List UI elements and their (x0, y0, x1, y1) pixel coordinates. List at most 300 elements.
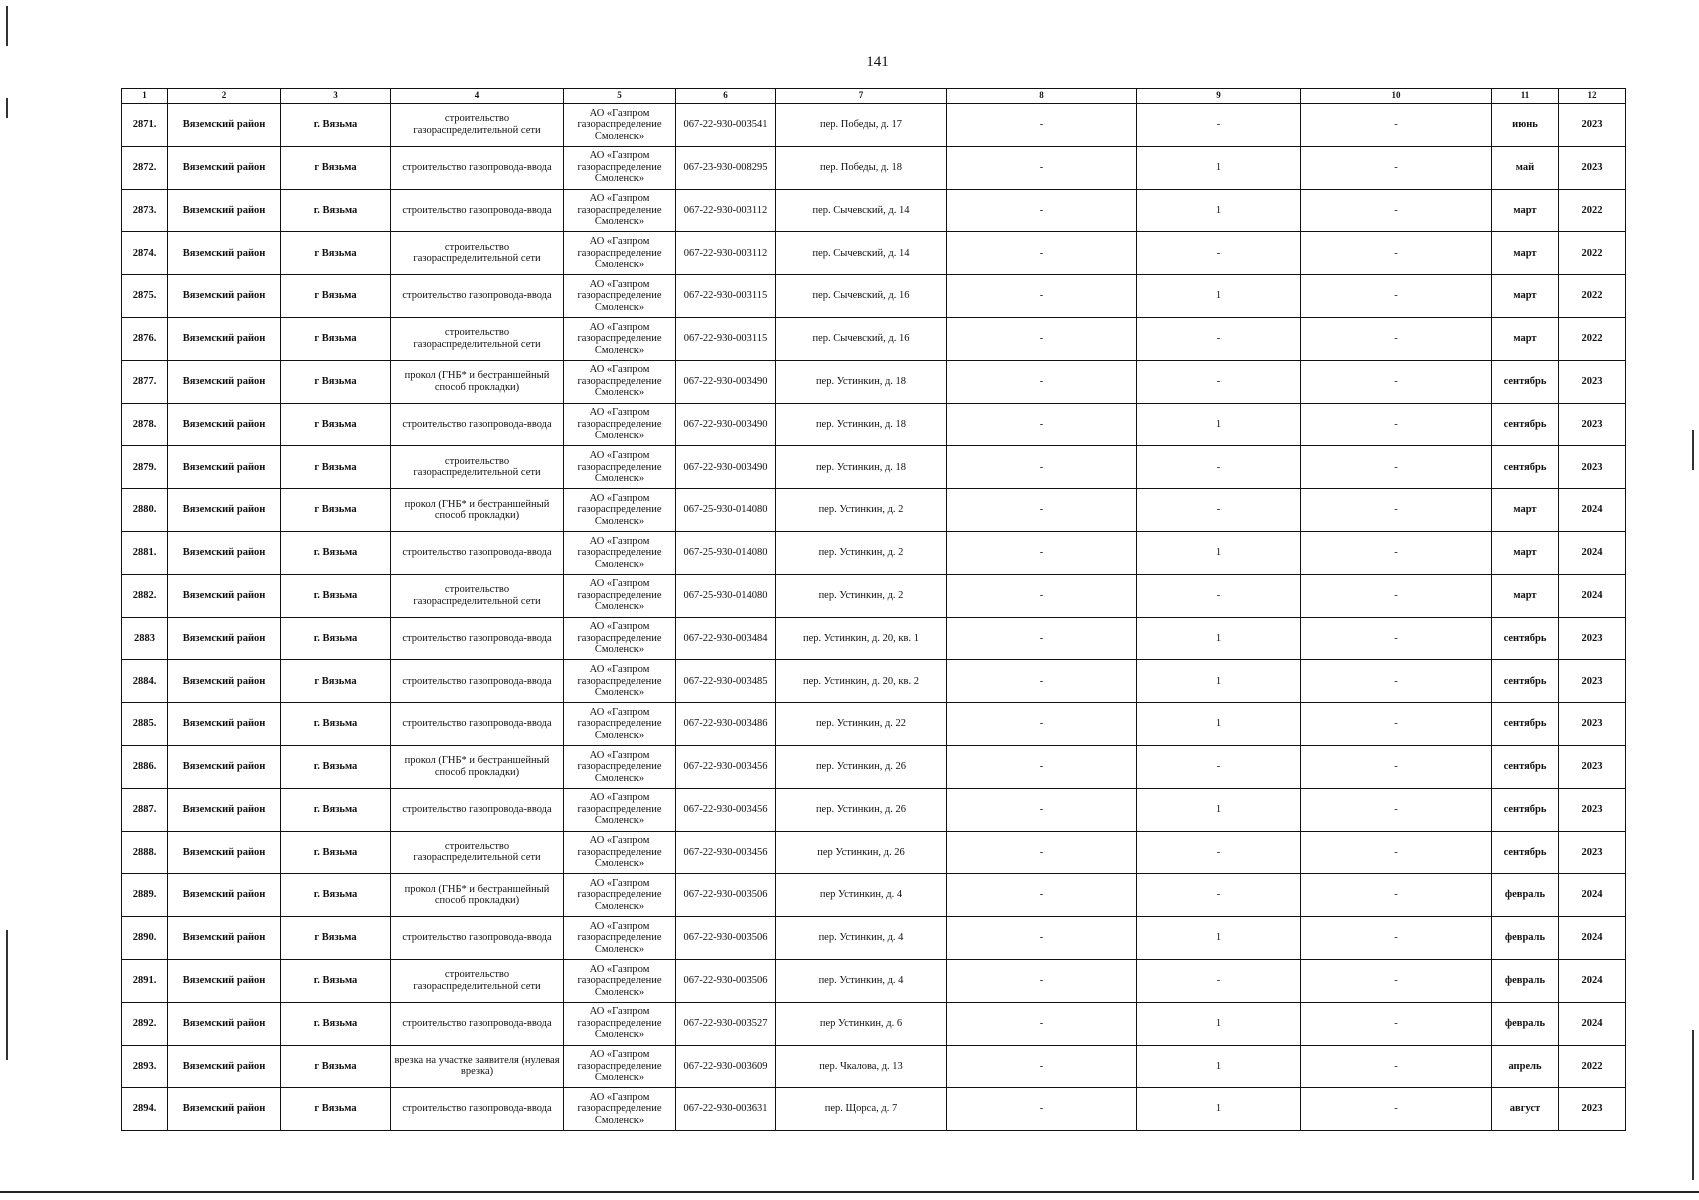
column-10-cell: - (1301, 531, 1492, 574)
application-code-cell: 067-22-930-003541 (676, 104, 776, 147)
work-type-cell: строительство газопровода-ввода (391, 275, 564, 318)
address-cell: пер. Победы, д. 18 (776, 146, 947, 189)
locality-cell: г Вязьма (281, 489, 391, 532)
column-10-cell: - (1301, 703, 1492, 746)
organization-cell: АО «Газпром газораспределение Смоленск» (564, 403, 676, 446)
year-cell: 2023 (1559, 403, 1626, 446)
column-8-cell: - (947, 660, 1137, 703)
work-type-cell: строительство газопровода-ввода (391, 660, 564, 703)
month-cell: февраль (1492, 959, 1559, 1002)
column-header: 2 (168, 89, 281, 104)
district-cell: Вяземский район (168, 617, 281, 660)
work-type-cell: строительство газораспределительной сети (391, 232, 564, 275)
locality-cell: г Вязьма (281, 1088, 391, 1131)
row-number: 2891. (122, 959, 168, 1002)
column-number-row (122, 89, 1626, 104)
address-cell: пер. Сычевский, д. 16 (776, 317, 947, 360)
work-type-cell: строительство газопровода-ввода (391, 403, 564, 446)
year-cell: 2023 (1559, 831, 1626, 874)
district-cell: Вяземский район (168, 531, 281, 574)
address-cell: пер. Устинкин, д. 2 (776, 574, 947, 617)
district-cell: Вяземский район (168, 574, 281, 617)
row-number: 2886. (122, 745, 168, 788)
year-cell: 2022 (1559, 232, 1626, 275)
column-8-cell: - (947, 275, 1137, 318)
month-cell: март (1492, 189, 1559, 232)
work-type-cell: строительство газопровода-ввода (391, 1002, 564, 1045)
district-cell: Вяземский район (168, 917, 281, 960)
row-number: 2878. (122, 403, 168, 446)
work-type-cell: прокол (ГНБ* и бестраншейный способ прокладки) (391, 489, 564, 532)
application-code-cell: 067-22-930-003484 (676, 617, 776, 660)
work-type-cell: строительство газораспределительной сети (391, 317, 564, 360)
column-8-cell: - (947, 959, 1137, 1002)
address-cell: пер. Устинкин, д. 4 (776, 917, 947, 960)
application-code-cell: 067-22-930-003456 (676, 788, 776, 831)
column-8-cell: - (947, 360, 1137, 403)
work-type-cell: строительство газопровода-ввода (391, 146, 564, 189)
table-row (122, 104, 1626, 147)
work-type-cell: врезка на участке заявителя (нулевая врезка) (391, 1045, 564, 1088)
address-cell: пер. Устинкин, д. 2 (776, 489, 947, 532)
month-cell: март (1492, 232, 1559, 275)
work-type-cell: строительство газопровода-ввода (391, 917, 564, 960)
row-number: 2871. (122, 104, 168, 147)
address-cell: пер. Устинкин, д. 20, кв. 1 (776, 617, 947, 660)
column-8-cell: - (947, 617, 1137, 660)
locality-cell: г Вязьма (281, 146, 391, 189)
month-cell: сентябрь (1492, 703, 1559, 746)
locality-cell: г Вязьма (281, 275, 391, 318)
year-cell: 2023 (1559, 745, 1626, 788)
column-9-cell: 1 (1137, 917, 1301, 960)
row-number: 2888. (122, 831, 168, 874)
year-cell: 2024 (1559, 574, 1626, 617)
scan-mark (1692, 1030, 1694, 1180)
district-cell: Вяземский район (168, 660, 281, 703)
table-row (122, 403, 1626, 446)
work-type-cell: строительство газораспределительной сети (391, 831, 564, 874)
district-cell: Вяземский район (168, 403, 281, 446)
column-8-cell: - (947, 874, 1137, 917)
table-row (122, 617, 1626, 660)
row-number: 2894. (122, 1088, 168, 1131)
column-10-cell: - (1301, 917, 1492, 960)
work-type-cell: строительство газопровода-ввода (391, 788, 564, 831)
month-cell: сентябрь (1492, 617, 1559, 660)
address-cell: пер. Устинкин, д. 18 (776, 403, 947, 446)
address-cell: пер. Чкалова, д. 13 (776, 1045, 947, 1088)
application-code-cell: 067-22-930-003456 (676, 831, 776, 874)
column-9-cell: - (1137, 959, 1301, 1002)
application-code-cell: 067-22-930-003456 (676, 745, 776, 788)
organization-cell: АО «Газпром газораспределение Смоленск» (564, 617, 676, 660)
table-row (122, 703, 1626, 746)
organization-cell: АО «Газпром газораспределение Смоленск» (564, 831, 676, 874)
row-number: 2877. (122, 360, 168, 403)
column-9-cell: 1 (1137, 275, 1301, 318)
address-cell: пер. Сычевский, д. 14 (776, 232, 947, 275)
locality-cell: г. Вязьма (281, 703, 391, 746)
address-cell: пер. Устинкин, д. 2 (776, 531, 947, 574)
column-10-cell: - (1301, 275, 1492, 318)
month-cell: сентябрь (1492, 745, 1559, 788)
table-row (122, 275, 1626, 318)
year-cell: 2023 (1559, 617, 1626, 660)
column-10-cell: - (1301, 617, 1492, 660)
district-cell: Вяземский район (168, 703, 281, 746)
address-cell: пер. Сычевский, д. 14 (776, 189, 947, 232)
locality-cell: г. Вязьма (281, 788, 391, 831)
application-code-cell: 067-22-930-003631 (676, 1088, 776, 1131)
application-code-cell: 067-22-930-003506 (676, 874, 776, 917)
year-cell: 2023 (1559, 146, 1626, 189)
column-8-cell: - (947, 489, 1137, 532)
work-type-cell: строительство газораспределительной сети (391, 959, 564, 1002)
work-type-cell: строительство газораспределительной сети (391, 104, 564, 147)
year-cell: 2022 (1559, 189, 1626, 232)
work-type-cell: строительство газопровода-ввода (391, 189, 564, 232)
organization-cell: АО «Газпром газораспределение Смоленск» (564, 1002, 676, 1045)
month-cell: сентябрь (1492, 660, 1559, 703)
locality-cell: г Вязьма (281, 317, 391, 360)
column-10-cell: - (1301, 104, 1492, 147)
row-number: 2879. (122, 446, 168, 489)
month-cell: февраль (1492, 917, 1559, 960)
table-row (122, 874, 1626, 917)
column-header: 6 (676, 89, 776, 104)
column-9-cell: 1 (1137, 617, 1301, 660)
column-9-cell: 1 (1137, 146, 1301, 189)
row-number: 2880. (122, 489, 168, 532)
work-type-cell: строительство газопровода-ввода (391, 617, 564, 660)
month-cell: сентябрь (1492, 360, 1559, 403)
column-8-cell: - (947, 317, 1137, 360)
organization-cell: АО «Газпром газораспределение Смоленск» (564, 232, 676, 275)
month-cell: февраль (1492, 1002, 1559, 1045)
column-9-cell: - (1137, 446, 1301, 489)
column-10-cell: - (1301, 1045, 1492, 1088)
column-9-cell: 1 (1137, 189, 1301, 232)
table-row (122, 317, 1626, 360)
column-10-cell: - (1301, 574, 1492, 617)
month-cell: сентябрь (1492, 831, 1559, 874)
column-header: 10 (1301, 89, 1492, 104)
column-10-cell: - (1301, 446, 1492, 489)
row-number: 2875. (122, 275, 168, 318)
organization-cell: АО «Газпром газораспределение Смоленск» (564, 531, 676, 574)
district-cell: Вяземский район (168, 360, 281, 403)
application-code-cell: 067-25-930-014080 (676, 531, 776, 574)
organization-cell: АО «Газпром газораспределение Смоленск» (564, 317, 676, 360)
district-cell: Вяземский район (168, 788, 281, 831)
address-cell: пер. Устинкин, д. 26 (776, 745, 947, 788)
column-9-cell: 1 (1137, 1045, 1301, 1088)
address-cell: пер. Победы, д. 17 (776, 104, 947, 147)
organization-cell: АО «Газпром газораспределение Смоленск» (564, 788, 676, 831)
district-cell: Вяземский район (168, 1088, 281, 1131)
column-8-cell: - (947, 531, 1137, 574)
column-10-cell: - (1301, 745, 1492, 788)
table-row (122, 831, 1626, 874)
month-cell: февраль (1492, 874, 1559, 917)
organization-cell: АО «Газпром газораспределение Смоленск» (564, 360, 676, 403)
organization-cell: АО «Газпром газораспределение Смоленск» (564, 1088, 676, 1131)
year-cell: 2024 (1559, 874, 1626, 917)
column-8-cell: - (947, 703, 1137, 746)
scan-mark (6, 98, 8, 118)
address-cell: пер. Щорса, д. 7 (776, 1088, 947, 1131)
year-cell: 2023 (1559, 104, 1626, 147)
row-number: 2874. (122, 232, 168, 275)
column-8-cell: - (947, 446, 1137, 489)
locality-cell: г Вязьма (281, 917, 391, 960)
column-header: 1 (122, 89, 168, 104)
column-8-cell: - (947, 745, 1137, 788)
address-cell: пер. Сычевский, д. 16 (776, 275, 947, 318)
address-cell: пер. Устинкин, д. 4 (776, 959, 947, 1002)
organization-cell: АО «Газпром газораспределение Смоленск» (564, 917, 676, 960)
row-number: 2885. (122, 703, 168, 746)
column-10-cell: - (1301, 874, 1492, 917)
year-cell: 2024 (1559, 531, 1626, 574)
column-10-cell: - (1301, 489, 1492, 532)
organization-cell: АО «Газпром газораспределение Смоленск» (564, 489, 676, 532)
application-code-cell: 067-22-930-003485 (676, 660, 776, 703)
table-row (122, 146, 1626, 189)
column-8-cell: - (947, 831, 1137, 874)
column-8-cell: - (947, 146, 1137, 189)
year-cell: 2024 (1559, 917, 1626, 960)
column-header: 11 (1492, 89, 1559, 104)
application-code-cell: 067-22-930-003490 (676, 446, 776, 489)
column-8-cell: - (947, 1045, 1137, 1088)
application-code-cell: 067-22-930-003506 (676, 917, 776, 960)
work-type-cell: прокол (ГНБ* и бестраншейный способ прокладки) (391, 360, 564, 403)
district-cell: Вяземский район (168, 104, 281, 147)
month-cell: сентябрь (1492, 788, 1559, 831)
column-9-cell: - (1137, 745, 1301, 788)
table-row (122, 745, 1626, 788)
column-header: 8 (947, 89, 1137, 104)
year-cell: 2023 (1559, 1088, 1626, 1131)
organization-cell: АО «Газпром газораспределение Смоленск» (564, 104, 676, 147)
work-type-cell: строительство газораспределительной сети (391, 574, 564, 617)
column-8-cell: - (947, 104, 1137, 147)
column-header: 7 (776, 89, 947, 104)
column-8-cell: - (947, 574, 1137, 617)
locality-cell: г. Вязьма (281, 745, 391, 788)
application-code-cell: 067-22-930-003486 (676, 703, 776, 746)
locality-cell: г. Вязьма (281, 617, 391, 660)
locality-cell: г Вязьма (281, 403, 391, 446)
column-9-cell: 1 (1137, 403, 1301, 446)
application-code-cell: 067-22-930-003609 (676, 1045, 776, 1088)
column-10-cell: - (1301, 831, 1492, 874)
application-code-cell: 067-22-930-003490 (676, 403, 776, 446)
month-cell: март (1492, 489, 1559, 532)
year-cell: 2023 (1559, 360, 1626, 403)
organization-cell: АО «Газпром газораспределение Смоленск» (564, 189, 676, 232)
district-cell: Вяземский район (168, 232, 281, 275)
table-row (122, 959, 1626, 1002)
column-9-cell: - (1137, 232, 1301, 275)
column-8-cell: - (947, 788, 1137, 831)
column-9-cell: - (1137, 317, 1301, 360)
application-code-cell: 067-23-930-008295 (676, 146, 776, 189)
column-8-cell: - (947, 917, 1137, 960)
registry-table (121, 88, 1626, 1131)
locality-cell: г. Вязьма (281, 104, 391, 147)
application-code-cell: 067-22-930-003112 (676, 232, 776, 275)
row-number: 2876. (122, 317, 168, 360)
page-bottom-rule (0, 1191, 1699, 1193)
scan-mark (6, 6, 8, 46)
column-9-cell: 1 (1137, 788, 1301, 831)
column-10-cell: - (1301, 959, 1492, 1002)
row-number: 2889. (122, 874, 168, 917)
column-8-cell: - (947, 1002, 1137, 1045)
work-type-cell: прокол (ГНБ* и бестраншейный способ прокладки) (391, 745, 564, 788)
table-row (122, 489, 1626, 532)
district-cell: Вяземский район (168, 317, 281, 360)
column-header: 9 (1137, 89, 1301, 104)
column-9-cell: - (1137, 831, 1301, 874)
column-10-cell: - (1301, 360, 1492, 403)
district-cell: Вяземский район (168, 446, 281, 489)
work-type-cell: прокол (ГНБ* и бестраншейный способ прокладки) (391, 874, 564, 917)
organization-cell: АО «Газпром газораспределение Смоленск» (564, 275, 676, 318)
row-number: 2893. (122, 1045, 168, 1088)
column-9-cell: - (1137, 104, 1301, 147)
locality-cell: г Вязьма (281, 446, 391, 489)
locality-cell: г. Вязьма (281, 959, 391, 1002)
column-10-cell: - (1301, 660, 1492, 703)
column-10-cell: - (1301, 189, 1492, 232)
column-8-cell: - (947, 1088, 1137, 1131)
work-type-cell: строительство газопровода-ввода (391, 703, 564, 746)
table-row (122, 660, 1626, 703)
locality-cell: г. Вязьма (281, 874, 391, 917)
column-9-cell: - (1137, 574, 1301, 617)
district-cell: Вяземский район (168, 1002, 281, 1045)
table-row (122, 531, 1626, 574)
page-number: 141 (866, 54, 889, 70)
column-10-cell: - (1301, 1088, 1492, 1131)
row-number: 2883 (122, 617, 168, 660)
row-number: 2890. (122, 917, 168, 960)
table-row (122, 446, 1626, 489)
column-10-cell: - (1301, 1002, 1492, 1045)
month-cell: сентябрь (1492, 446, 1559, 489)
district-cell: Вяземский район (168, 489, 281, 532)
column-9-cell: 1 (1137, 703, 1301, 746)
year-cell: 2024 (1559, 1002, 1626, 1045)
month-cell: сентябрь (1492, 403, 1559, 446)
address-cell: пер Устинкин, д. 26 (776, 831, 947, 874)
work-type-cell: строительство газопровода-ввода (391, 531, 564, 574)
column-8-cell: - (947, 232, 1137, 275)
application-code-cell: 067-22-930-003115 (676, 275, 776, 318)
organization-cell: АО «Газпром газораспределение Смоленск» (564, 874, 676, 917)
address-cell: пер Устинкин, д. 6 (776, 1002, 947, 1045)
district-cell: Вяземский район (168, 831, 281, 874)
column-9-cell: 1 (1137, 1002, 1301, 1045)
application-code-cell: 067-25-930-014080 (676, 489, 776, 532)
row-number: 2884. (122, 660, 168, 703)
organization-cell: АО «Газпром газораспределение Смоленск» (564, 660, 676, 703)
locality-cell: г Вязьма (281, 660, 391, 703)
locality-cell: г Вязьма (281, 360, 391, 403)
table-row (122, 189, 1626, 232)
table-row (122, 232, 1626, 275)
application-code-cell: 067-22-930-003490 (676, 360, 776, 403)
address-cell: пер Устинкин, д. 4 (776, 874, 947, 917)
locality-cell: г. Вязьма (281, 1002, 391, 1045)
district-cell: Вяземский район (168, 874, 281, 917)
district-cell: Вяземский район (168, 1045, 281, 1088)
locality-cell: г Вязьма (281, 1045, 391, 1088)
district-cell: Вяземский район (168, 146, 281, 189)
month-cell: март (1492, 317, 1559, 360)
application-code-cell: 067-22-930-003112 (676, 189, 776, 232)
application-code-cell: 067-25-930-014080 (676, 574, 776, 617)
organization-cell: АО «Газпром газораспределение Смоленск» (564, 1045, 676, 1088)
district-cell: Вяземский район (168, 959, 281, 1002)
column-9-cell: 1 (1137, 531, 1301, 574)
month-cell: май (1492, 146, 1559, 189)
year-cell: 2022 (1559, 317, 1626, 360)
column-header: 3 (281, 89, 391, 104)
column-10-cell: - (1301, 232, 1492, 275)
organization-cell: АО «Газпром газораспределение Смоленск» (564, 446, 676, 489)
year-cell: 2023 (1559, 788, 1626, 831)
locality-cell: г. Вязьма (281, 574, 391, 617)
locality-cell: г Вязьма (281, 232, 391, 275)
column-10-cell: - (1301, 788, 1492, 831)
column-10-cell: - (1301, 403, 1492, 446)
year-cell: 2024 (1559, 489, 1626, 532)
address-cell: пер. Устинкин, д. 18 (776, 446, 947, 489)
registry-body (122, 104, 1626, 1131)
column-9-cell: - (1137, 360, 1301, 403)
row-number: 2872. (122, 146, 168, 189)
organization-cell: АО «Газпром газораспределение Смоленск» (564, 574, 676, 617)
organization-cell: АО «Газпром газораспределение Смоленск» (564, 146, 676, 189)
row-number: 2882. (122, 574, 168, 617)
locality-cell: г. Вязьма (281, 189, 391, 232)
month-cell: апрель (1492, 1045, 1559, 1088)
district-cell: Вяземский район (168, 745, 281, 788)
table-row (122, 1002, 1626, 1045)
column-header: 12 (1559, 89, 1626, 104)
column-9-cell: 1 (1137, 1088, 1301, 1131)
year-cell: 2024 (1559, 959, 1626, 1002)
organization-cell: АО «Газпром газораспределение Смоленск» (564, 703, 676, 746)
work-type-cell: строительство газопровода-ввода (391, 1088, 564, 1131)
month-cell: март (1492, 275, 1559, 318)
column-header: 5 (564, 89, 676, 104)
district-cell: Вяземский район (168, 275, 281, 318)
row-number: 2892. (122, 1002, 168, 1045)
column-header: 4 (391, 89, 564, 104)
scan-mark (1692, 430, 1694, 470)
month-cell: июнь (1492, 104, 1559, 147)
locality-cell: г. Вязьма (281, 531, 391, 574)
column-9-cell: - (1137, 874, 1301, 917)
application-code-cell: 067-22-930-003506 (676, 959, 776, 1002)
row-number: 2873. (122, 189, 168, 232)
